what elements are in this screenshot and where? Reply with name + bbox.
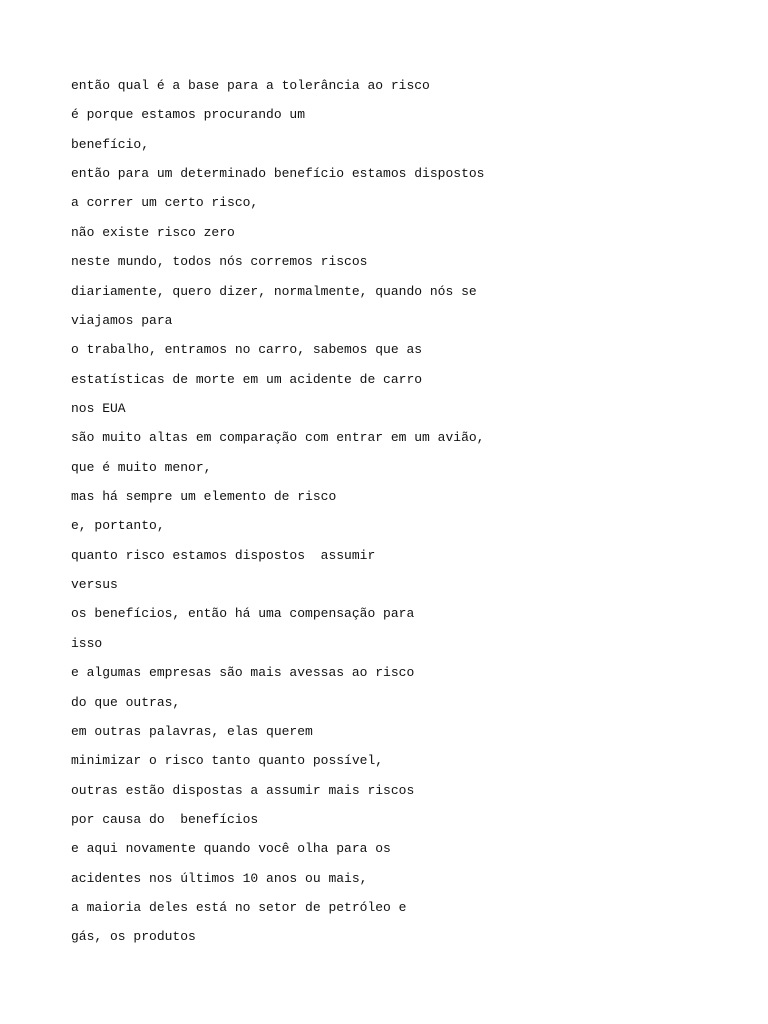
text-line: por causa do benefícios bbox=[71, 811, 259, 827]
text-line: em outras palavras, elas querem bbox=[71, 723, 313, 739]
text-line: nos EUA bbox=[71, 400, 126, 416]
text-line: a maioria deles está no setor de petróleo e bbox=[71, 900, 407, 916]
text-line: mas há sempre um elemento de risco bbox=[71, 489, 337, 505]
text-line: estatísticas de morte em um acidente de carro bbox=[71, 371, 423, 387]
transcript-text bbox=[71, 71, 484, 952]
text-line: diariamente, quero dizer, normalmente, quando nós se bbox=[71, 283, 477, 299]
text-line: o trabalho, entramos no carro, sabemos que as bbox=[71, 342, 423, 358]
text-line: os benefícios, então há uma compensação para bbox=[71, 606, 415, 622]
text-line: é porque estamos procurando um bbox=[71, 107, 306, 123]
text-line: gás, os produtos bbox=[71, 929, 196, 945]
text-line: que é muito menor, bbox=[71, 459, 212, 475]
text-line: e, portanto, bbox=[71, 518, 165, 534]
text-line: neste mundo, todos nós corremos riscos bbox=[71, 254, 368, 270]
text-line: versus bbox=[71, 577, 118, 593]
text-line: viajamos para bbox=[71, 312, 173, 328]
text-line: acidentes nos últimos 10 anos ou mais, bbox=[71, 870, 368, 886]
text-line: não existe risco zero bbox=[71, 224, 235, 240]
text-line: benefício, bbox=[71, 136, 150, 152]
text-line: então qual é a base para a tolerância ao risco bbox=[71, 78, 430, 93]
text-line: então para um determinado benefício estamos dispostos bbox=[71, 166, 485, 182]
text-line: outras estão dispostas a assumir mais riscos bbox=[71, 782, 415, 798]
text-line: isso bbox=[71, 635, 103, 651]
text-line: a correr um certo risco, bbox=[71, 195, 259, 211]
text-line: são muito altas em comparação com entrar em um avião, bbox=[71, 430, 485, 446]
text-line: e aqui novamente quando você olha para os bbox=[71, 841, 391, 857]
text-line: do que outras, bbox=[71, 694, 181, 710]
text-line: quanto risco estamos dispostos assumir bbox=[71, 547, 376, 563]
text-line: minimizar o risco tanto quanto possível, bbox=[71, 753, 384, 769]
text-line: e algumas empresas são mais avessas ao risco bbox=[71, 665, 415, 681]
